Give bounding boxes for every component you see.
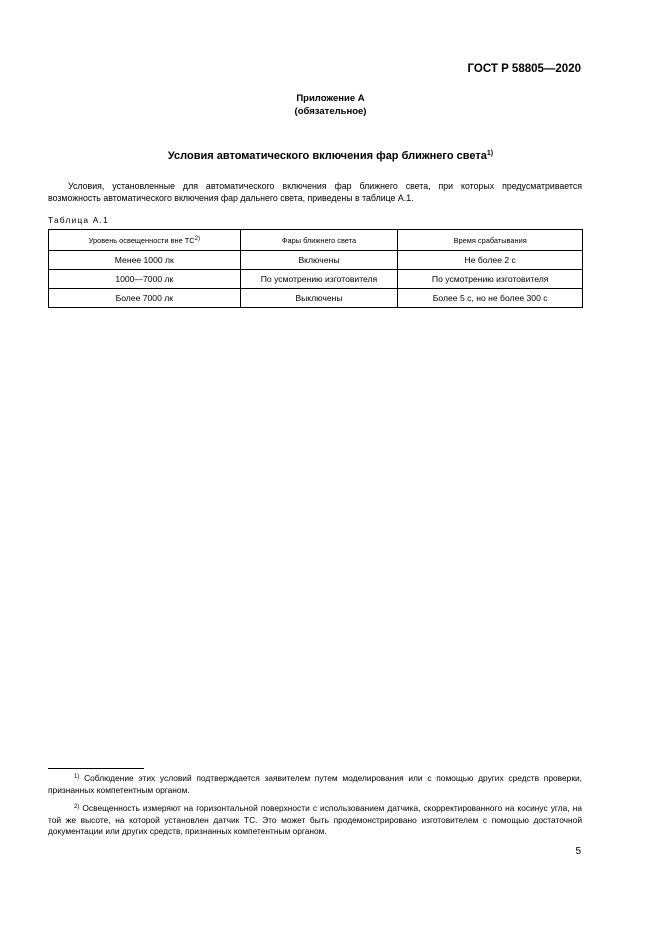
section-title-text: Условия автоматического включения фар ближнего света [167,150,487,162]
table-cell: Более 5 с, но не более 300 с [398,289,583,308]
table-row [49,289,583,308]
header-dipped-beam: Фары ближнего света [240,230,398,251]
header-illumination-label: Уровень освещенности вне ТС [88,235,195,245]
table-cell: Включены [240,251,398,270]
table-cell: Выключены [240,289,398,308]
table-cell: Не более 2 с [398,251,583,270]
footnote-1-mark: 1) [74,774,80,780]
table-cell: Менее 1000 лк [49,251,241,270]
header-response-time: Время срабатывания [398,230,583,251]
footnote-2-mark: 2) [74,804,80,810]
footnote-1-text: Соблюдение этих условий подтверждается заявителем путем моделирования или с помощью других средств проверки, признанных компетентным органом. [48,773,582,795]
table-header-row [49,230,583,251]
table-cell: Более 7000 лк [49,289,241,308]
table-row [49,251,583,270]
appendix-title: Приложение А [296,93,365,104]
footnote-ref-1: 1) [486,150,494,157]
document-code: ГОСТ Р 58805—2020 [467,63,581,75]
table-row [49,270,583,289]
table-cell: По усмотрению изготовителя [398,270,583,289]
footnote-divider [48,768,144,769]
appendix-heading [0,92,661,118]
header-illumination [49,230,241,251]
section-title [0,150,661,162]
table-caption: Таблица А.1 [48,215,109,225]
conditions-table [48,229,583,308]
footnote-1 [48,772,582,796]
footnote-2-text: Освещенность измеряют на горизонтальной поверхности с использованием датчика, скорректированного на косинус угла, на той же высоте, на которой установлен датчик ТС. Это может быть продемонстрировано изготовителем с помощью достаточной документации или других средств, признанных компетентным органом. [48,803,582,836]
appendix-status: (обязательное) [294,106,367,117]
table-cell: По усмотрению изготовителя [240,270,398,289]
table-cell: 1000—7000 лк [49,270,241,289]
body-paragraph: Условия, установленные для автоматического включения фар ближнего света, при которых предусматривается возможность автоматического включения фар дальнего света, приведены в таблице А.1. [48,181,582,203]
footnote-ref-2: 2) [194,235,200,242]
page-number: 5 [575,846,581,857]
footnote-2 [48,802,582,838]
